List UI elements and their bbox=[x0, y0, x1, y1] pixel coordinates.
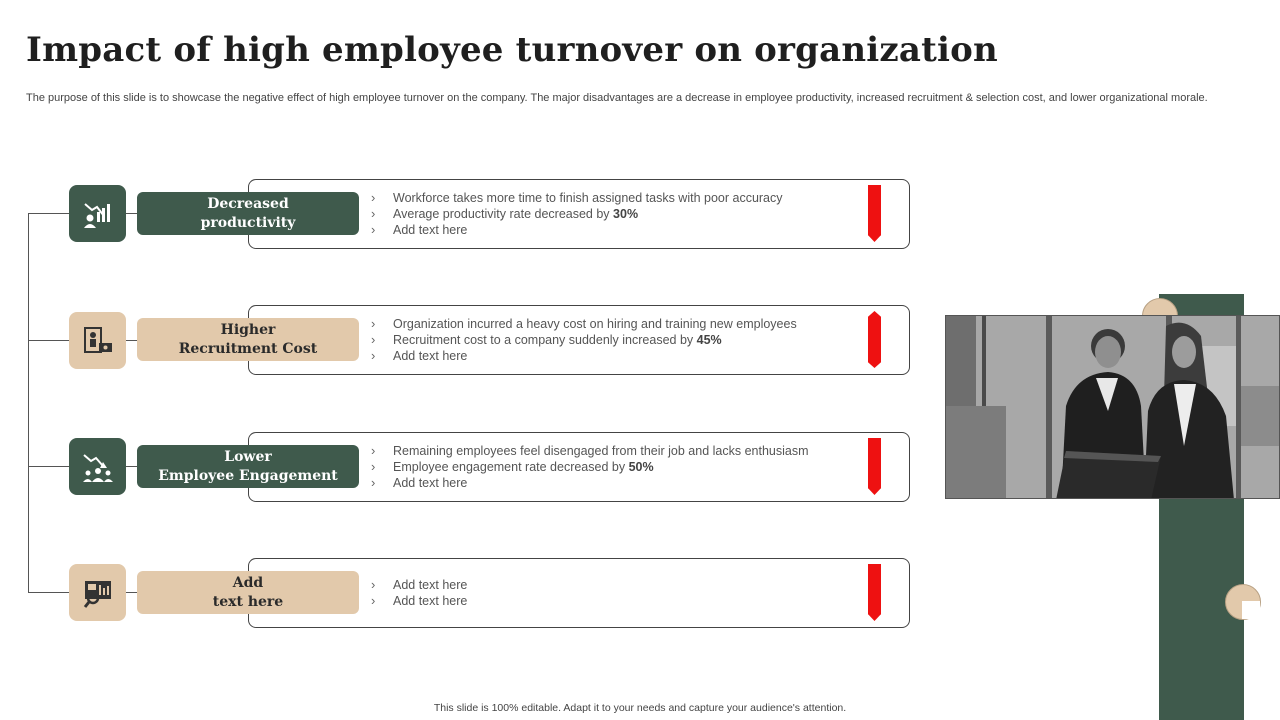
item-label-lower-employee-engagement: Lower Employee Engagement bbox=[137, 445, 359, 488]
recruitment-cost-icon bbox=[69, 312, 126, 369]
connector-tick bbox=[28, 466, 70, 467]
bullet-item: › Workforce takes more time to finish assigned tasks with poor accuracy bbox=[371, 190, 783, 206]
red-ribbon-marker bbox=[868, 185, 881, 242]
bullet-item: › Add text here bbox=[371, 475, 809, 491]
connector-tick bbox=[28, 213, 70, 214]
bullet-item: › Recruitment cost to a company suddenly increased by 45% bbox=[371, 332, 797, 348]
item-label-add-text: Add text here bbox=[137, 571, 359, 614]
bullet-list bbox=[371, 316, 797, 364]
team-engagement-down-icon bbox=[69, 438, 126, 495]
bullet-item: › Organization incurred a heavy cost on hiring and training new employees bbox=[371, 316, 797, 332]
bullet-item: › Average productivity rate decreased by 30% bbox=[371, 206, 783, 222]
item-label-decreased-productivity: Decreased productivity bbox=[137, 192, 359, 235]
red-ribbon-marker bbox=[868, 311, 881, 368]
red-ribbon-marker bbox=[868, 564, 881, 621]
bullet-list bbox=[371, 577, 467, 609]
slide-subtitle: The purpose of this slide is to showcase the negative effect of high employee turnover on the company. The major disadvantages are a decrease in employee productivity, increased recruitment & selection cost, and lower organizational morale. bbox=[26, 92, 1208, 104]
item-label-higher-recruitment-cost: Higher Recruitment Cost bbox=[137, 318, 359, 361]
bullet-item: › Add text here bbox=[371, 222, 783, 238]
bullet-list bbox=[371, 443, 809, 491]
connector-tick bbox=[28, 592, 70, 593]
bullet-item: › Add text here bbox=[371, 577, 467, 593]
slide-footer: This slide is 100% editable. Adapt it to your needs and capture your audience's attention. bbox=[433, 702, 847, 714]
bullet-item: › Remaining employees feel disengaged from their job and lacks enthusiasm bbox=[371, 443, 809, 459]
bullet-item: › Add text here bbox=[371, 348, 797, 364]
bullet-item: › Employee engagement rate decreased by 50% bbox=[371, 459, 809, 475]
connector-tick bbox=[28, 340, 70, 341]
business-people-photo bbox=[945, 315, 1280, 499]
analysis-board-icon bbox=[69, 564, 126, 621]
red-ribbon-marker bbox=[868, 438, 881, 495]
productivity-decline-icon bbox=[69, 185, 126, 242]
decorative-circle bbox=[1225, 584, 1261, 620]
connector-spine bbox=[28, 213, 29, 593]
bullet-list bbox=[371, 190, 783, 238]
bullet-item: › Add text here bbox=[371, 593, 467, 609]
slide-title: Impact of high employee turnover on organization bbox=[26, 30, 998, 70]
